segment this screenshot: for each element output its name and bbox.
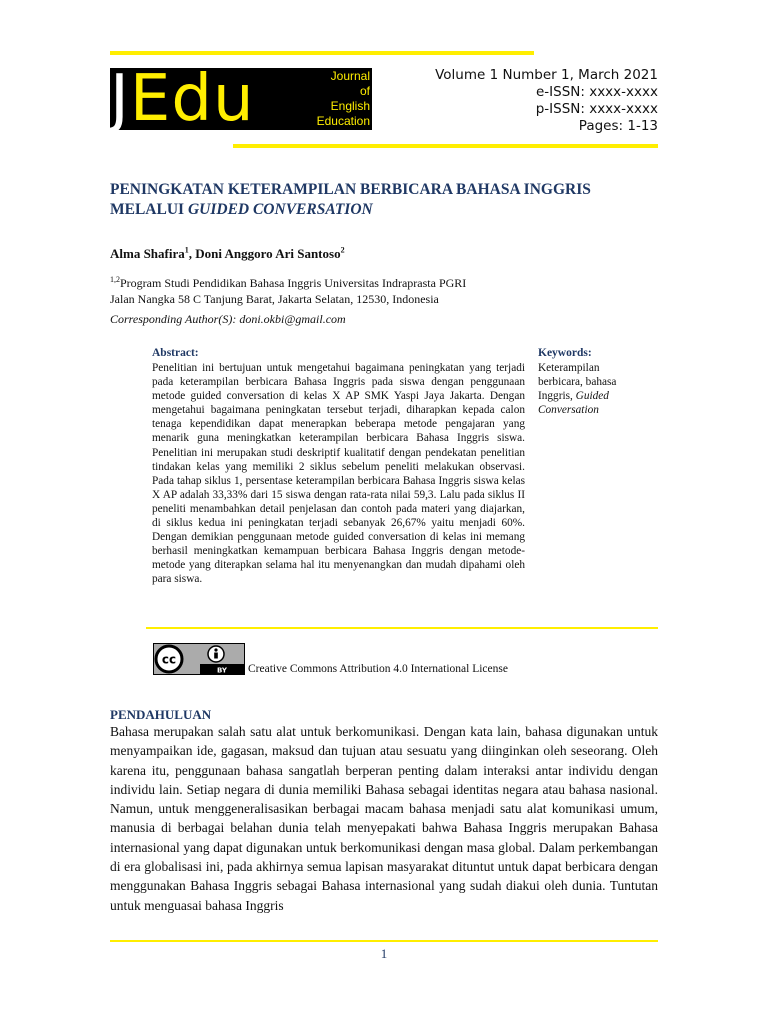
top-rule (110, 51, 534, 55)
volume-info (435, 67, 658, 135)
logo-sub-line: Journal (330, 69, 370, 83)
author-name: Alma Shafira (110, 246, 185, 261)
page-number: 1 (380, 946, 388, 961)
logo-subtitle (317, 68, 372, 130)
title-line-2-italic: GUIDED CONVERSATION (187, 201, 373, 218)
author-sup: 1 (184, 245, 189, 255)
affiliation (110, 275, 466, 307)
cc-by-icon (154, 644, 244, 674)
keywords-text (538, 361, 638, 417)
section-body: Bahasa merupakan salah satu alat untuk berkomunikasi. Dengan kata lain, bahasa digunakan untuk menyampaikan ide, gagasan, maksud dan tujuan atau sesuatu yang diinginkan oleh seseorang. Oleh karena itu, penggunaan bahasa sangatlah berperan penting dalam interaksi antar individu dengan individu lain. Setiap negara di dunia memiliki Bahasa sebagai identitas negara atau bahasa nasional. Namun, untuk menggeneralisasikan berbagai macam bahasa menjadi satu alat komunikasi umum, manusia di berbagai belahan dunia telah menyepakati bahwa Bahasa Inggris merupakan Bahasa internasional yang dapat digunakan untuk berkomunikasi dengan masa global. Dalam perkembangan di era globalisasi ini, pada akhirnya semua lapisan masyarakat dituntut untuk dapat berbicara dengan menggunakan Bahasa Inggris sebagai Bahasa internasional yang sudah diakui oleh dunia. Tuntutan untuk menguasai bahasa Inggris (110, 724, 658, 913)
license-label: Creative Commons Attribution 4.0 International License (248, 663, 508, 675)
author-sup: 2 (340, 245, 345, 255)
logo-sub-line: Education (316, 114, 370, 128)
logo-sub-line: English (330, 99, 370, 113)
affiliation-line-1 (110, 275, 466, 291)
logo-sub-line: of (359, 84, 370, 98)
abstract-heading: Abstract: (152, 347, 199, 359)
affiliation-text: Program Studi Pendidikan Bahasa Inggris Universitas Indraprasta PGRI (120, 276, 467, 290)
logo-j: J (110, 62, 130, 136)
logo-edu: Edu (129, 62, 255, 136)
pissn-line: p-ISSN: xxxx-xxxx (535, 101, 658, 117)
title-line-2 (110, 200, 670, 220)
journal-logo (110, 62, 372, 136)
volume-line: Volume 1 Number 1, March 2021 (435, 67, 658, 83)
section-heading: PENDAHULUAN (110, 707, 212, 722)
by-text: BY (216, 666, 228, 674)
eissn-line: e-ISSN: xxxx-xxxx (535, 84, 658, 100)
corresponding-author: Corresponding Author(S): doni.okbi@gmail.com (110, 312, 346, 326)
keywords-plain: Keterampilan berbicara, bahasa Inggris, (538, 362, 617, 403)
author-separator: , (188, 246, 196, 261)
title-line-1: PENINGKATAN KETERAMPILAN BERBICARA BAHASA INGGRIS (110, 181, 591, 198)
header-bottom-rule (233, 144, 658, 148)
pages-line: Pages: 1-13 (578, 118, 658, 134)
keywords-italic: Guided Conversation (538, 390, 609, 417)
footer-rule (110, 940, 658, 942)
affiliation-line-2: Jalan Nangka 58 C Tanjung Barat, Jakarta Selatan, 12530, Indonesia (110, 292, 439, 306)
cc-by-badge[interactable] (153, 643, 245, 675)
author-name: Doni Anggoro Ari Santoso (195, 246, 341, 261)
paper-title (110, 180, 670, 220)
title-line-2-prefix: MELALUI (110, 201, 188, 218)
abstract-bottom-rule (146, 627, 658, 629)
keywords-heading: Keywords: (538, 347, 592, 359)
affiliation-sup: 1,2 (110, 275, 120, 284)
cc-text: cc (161, 652, 177, 667)
logo-wordmark (110, 62, 255, 136)
author-list (110, 246, 345, 262)
abstract-text: Penelitian ini bertujuan untuk mengetahui bagaimana peningkatan yang terjadi pada keterampilan berbicara Bahasa Inggris pada siswa dengan penggunaan metode guided conversation di kelas X AP SMK Yaspi Jaya Jakarta. Dengan mengetahui bagaimana peningkatan tersebut terjadi, diharapkan kepada calon tenaga kependidikan dapat menerapkan beberapa metode pengajaran yang menarik guna meningkatkan keterampilan berbicara Bahasa Inggris siswa. Penelitian ini merupakan studi deskriptif kualitatif dengan pendekatan penelitian tindakan kelas yang memiliki 2 siklus sebelum peneliti melakukan observasi. Pada tahap siklus 1, persentase keterampilan berbicara Bahasa Inggris siswa kelas X AP adalah 33,33% dari 15 siswa dengan rata-rata nilai 59,3. Lalu pada siklus II peneliti menambahkan detail penjelasan dan contoh pada materi yang diajarkan, di siklus kedua ini peningkatan terjadi sebanyak 26,67% yaitu menjadi 60%. Dengan demikian penggunaan metode guided conversation di kelas ini memang berhasil meningkatkan kemampuan berbicara Bahasa Inggris dengan metode-metode yang diterapkan selama hal itu menyenangkan dan mudah dipahami oleh para siswa. (152, 362, 525, 586)
